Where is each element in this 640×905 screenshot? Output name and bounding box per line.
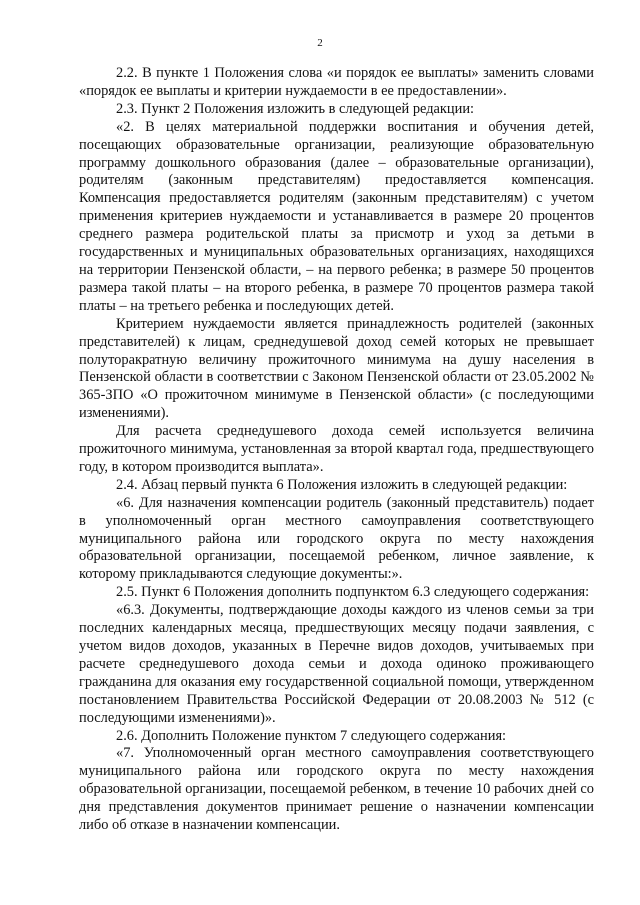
paragraph-item-2-text: «2. В целях материальной поддержки воспитания и обучения детей, посещающих образовательные организации, реализующие образовательную программу дошкольного образования (далее – образовательные организации), родителям (законным представителям) предоставляется компенсация. Компенсация предоставляется родителям (законным представителям) с учетом применения критериев нуждаемости и устанавливается в размере 20 процентов среднего размера родительской платы за присмотр и уход за детьми в государственных и муниципальных образовательных организациях, находящихся на территории Пензенской области, – на первого ребенка; в размере 50 процентов размера такой платы – на второго ребенка, в размере 70 процентов размера такой платы – на третьего ребенка и последующих детей. [79, 118, 594, 314]
paragraph-2-6: 2.6. Дополнить Положение пунктом 7 следующего содержания: [116, 727, 507, 744]
paragraph-need-criterion: Критерием нуждаемости является принадлежность родителей (законных представителей) к лицам, среднедушевой доход семей которых не превышает полуторакратную величину прожиточного минимума на душу населения в Пензенской области в соответствии с Законом Пензенской области от 23.05.2002 № 365-ЗПО «О прожиточном минимуме в Пензенской области» (с последующими изменениями). [79, 315, 594, 422]
paragraph-2-5: 2.5. Пункт 6 Положения дополнить подпунктом 6.3 следующего содержания: [116, 584, 590, 601]
paragraph-2-3: 2.3. Пункт 2 Положения изложить в следующей редакции: [116, 100, 475, 117]
paragraph-subitem-6-3-text: «6.3. Документы, подтверждающие доходы каждого из членов семьи за три последних календарных месяца, предшествующих месяцу подачи заявления, с учетом видов доходов, указанных в Перечне видов доходов, учитываемых при расчете среднедушевого дохода семьи и дохода одиноко проживающего гражданина для оказания ему государственной социальной помощи, утвержденном постановлением Правительства Российской Федерации от 20.08.2003 № 512 (с последующими изменениями)». [79, 602, 594, 726]
paragraph-item-7-text: «7. Уполномоченный орган местного самоуправления соответствующего муниципального района или городского округа по месту нахождения образовательной организации, посещаемой ребенком, в течение 10 рабочих дней со дня представления документов принимает решение о назначении компенсации либо об отказе в назначении компенсации. [79, 745, 594, 834]
paragraph-item-6-text: «6. Для назначения компенсации родитель (законный представитель) подает в уполномоченный орган местного самоуправления соответствующего муниципального района или городского округа по месту нахождения образовательной организации, посещаемой ребенком, личное заявление, к которому прикладываются следующие документы:». [79, 494, 594, 583]
paragraph-2-4: 2.4. Абзац первый пункта 6 Положения изложить в следующей редакции: [116, 476, 568, 493]
paragraph-income-calculation: Для расчета среднедушевого дохода семей используется величина прожиточного минимума, установленная за второй квартал года, предшествующего году, в котором производится выплата». [79, 423, 594, 475]
paragraph-2-2: 2.2. В пункте 1 Положения слова «и порядок ее выплаты» заменить словами «порядок ее выплаты и критерии нуждаемости в ее предоставлении». [79, 65, 594, 99]
document-body [79, 65, 594, 835]
page-number: 2 [317, 37, 323, 49]
